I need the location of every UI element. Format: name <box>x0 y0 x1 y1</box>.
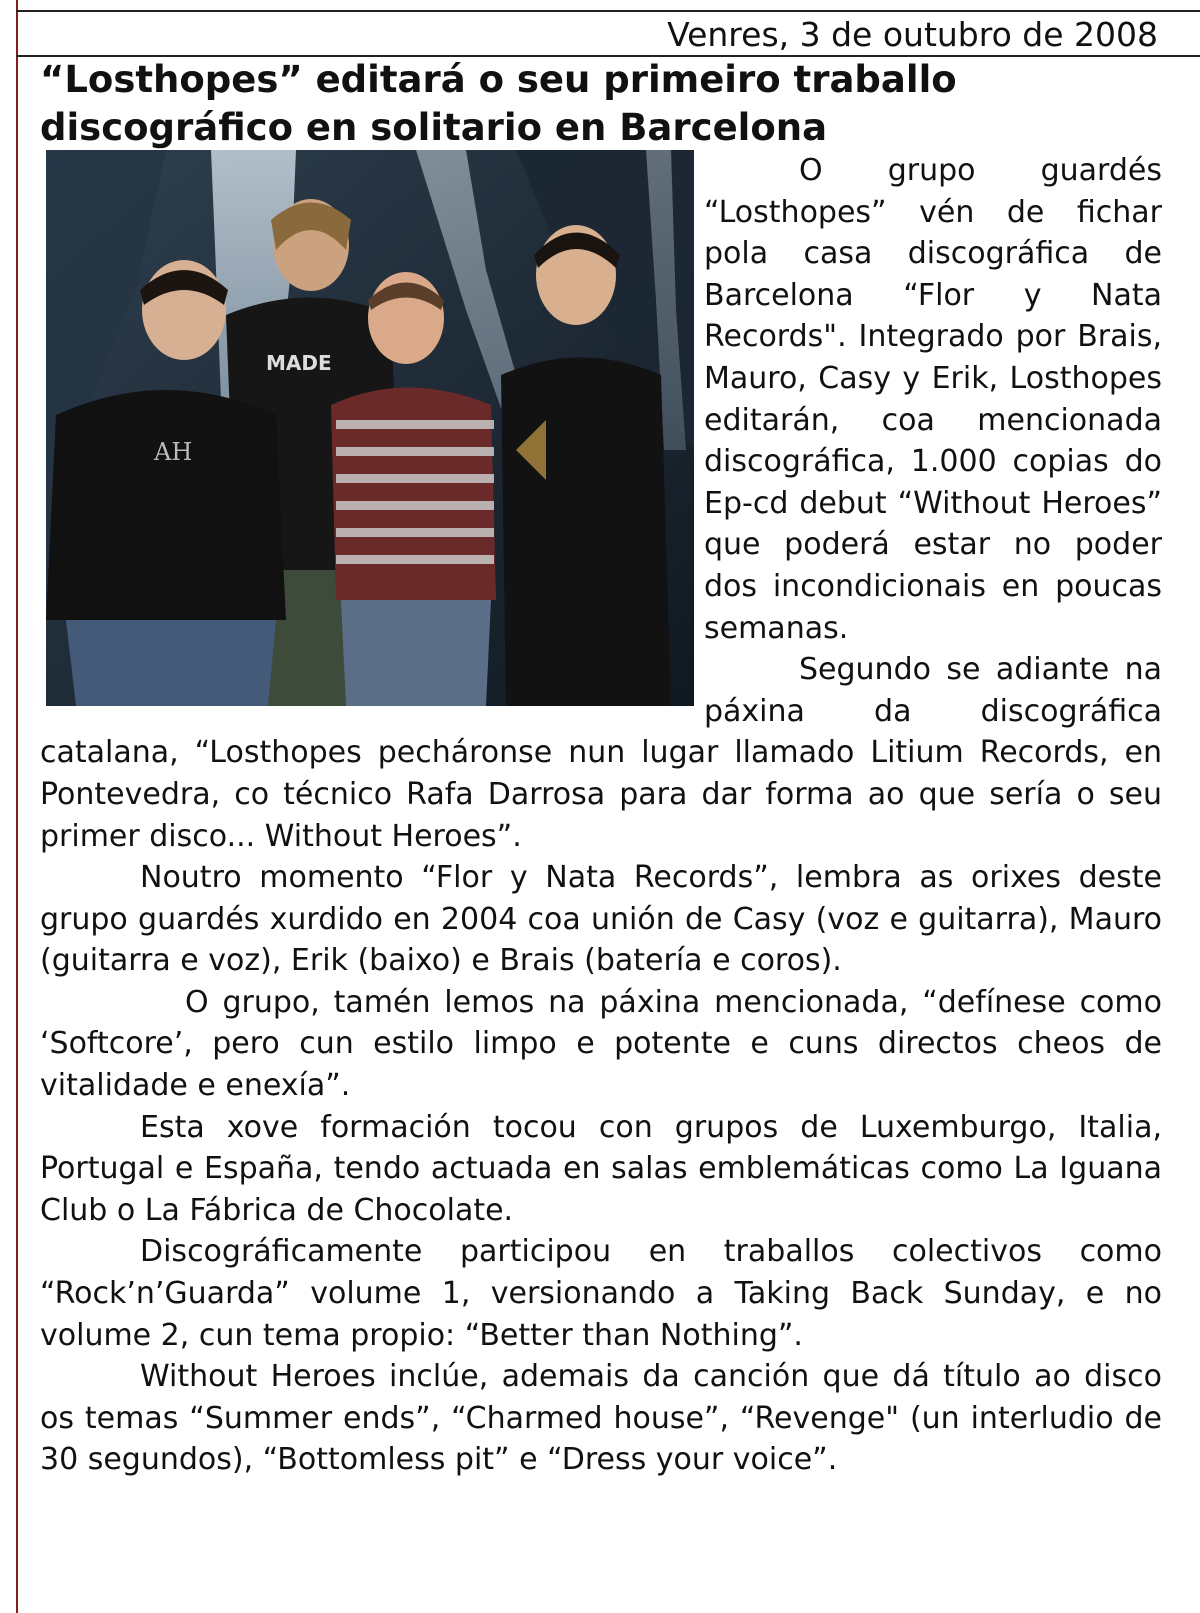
shirt-print-ah: AH <box>154 438 193 466</box>
paragraph: O grupo guardés “Losthopes” vén de fichar pola casa discográfica de Barcelona “Flor y Nata Records". Integrado por Brais, Mauro, Casy y Erik, Losthopes editarán, coa mencionada discográfica, 1.000 copias do Ep-cd debut “Without Heroes” que poderá estar no poder dos incondicionais en poucas semanas. <box>704 153 1162 646</box>
issue-date: Venres, 3 de outubro de 2008 <box>667 15 1158 54</box>
article-body <box>40 150 1162 1481</box>
paragraph: Segundo se adiante na páxina da discográfica catalana, “Losthopes pecháronse nun lugar llamado Litium Records, en Pontevedra, co técnico Rafa Darrosa para dar forma ao que sería o seu primer disco... Without Heroes”. <box>40 652 1162 854</box>
paragraph: Noutro momento “Flor y Nata Records”, lembra as orixes deste grupo guardés xurdido en 2004 coa unión de Casy (voz e guitarra), Mauro (guitarra e voz), Erik (baixo) e Brais (batería e coros). <box>40 860 1162 979</box>
paragraph: Esta xove formación tocou con grupos de Luxemburgo, Italia, Portugal e España, tendo actuada en salas emblemáticas como La Iguana Club o La Fábrica de Chocolate. <box>40 1109 1162 1228</box>
top-rule <box>16 10 1200 12</box>
band-photo <box>46 150 694 706</box>
page-border-left <box>16 0 18 1613</box>
paragraph: O grupo, tamén lemos na páxina mencionada, “defínese como ‘Softcore’, pero cun estilo limpo e potente e cuns directos cheos de vitalidade e enexía”. <box>40 984 1162 1104</box>
shirt-print-made: MADE <box>266 351 332 375</box>
article-headline: “Losthopes” editará o seu primeiro traballo discográfico en solitario en Barcelona <box>40 58 957 149</box>
paragraph: Without Heroes inclúe, ademais da canción que dá título ao disco os temas “Summer ends”, “Charmed house”, “Revenge" (un interludio de 30 segundos), “Bottomless pit” e “Dress your voice”. <box>40 1359 1162 1478</box>
paragraph: Discográficamente participou en traballos colectivos como “Rock’n’Guarda” volume 1, versionando a Taking Back Sunday, e no volume 2, cun tema propio: “Better than Nothing”. <box>40 1234 1162 1353</box>
